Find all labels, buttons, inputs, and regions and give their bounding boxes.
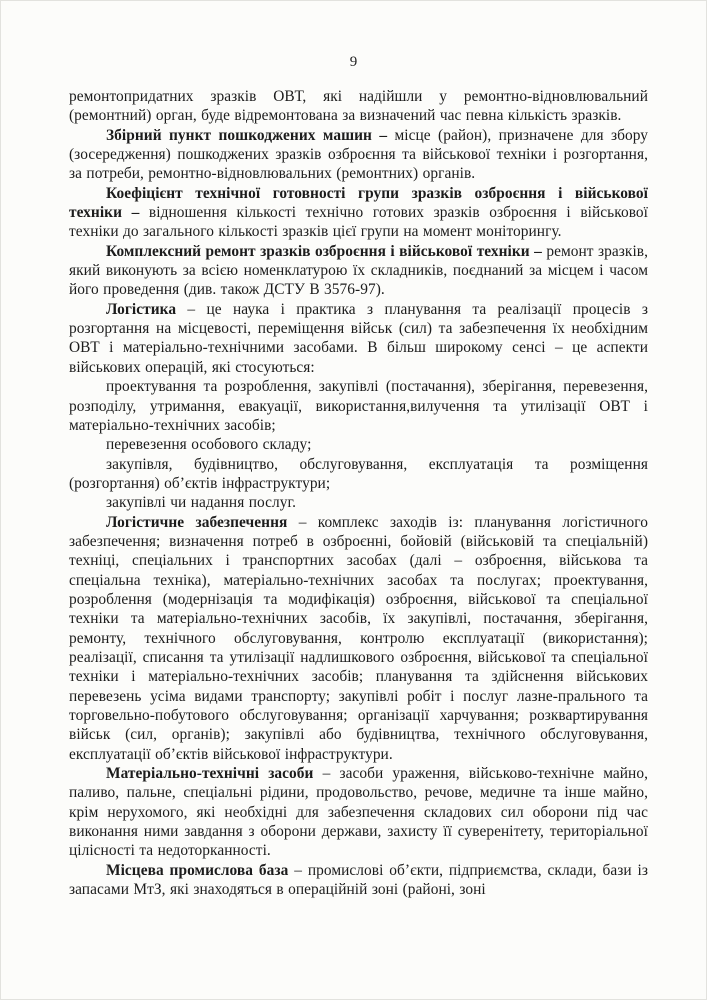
paragraph-body: закупівля, будівництво, обслуговування, експлуатація та розміщення (розгортання) об’єктів інфраструктури; xyxy=(69,455,648,492)
paragraph-list-item-3 xyxy=(69,455,648,494)
paragraph-body: закупівлі чи надання послуг. xyxy=(106,494,297,512)
paragraph-body: – комплекс заходів із: планування логістичного забезпечення; визначення потреб в озброєнні, бойовій (військовій та спеціальній) техніці, спеціальних і транспортних засобах (далі – озброєння, військова та спеціальна техніка), матеріально-технічних засобах та послугах; проектування, розроблення (модернізація та модифікація) озброєння, військової та спеціальної техніки та матеріально-технічних засобів, їх закупівлі, постачання, зберігання, ремонту, технічного обслуговування, контролю експлуатації (використання); реалізації, списання та утилізації надлишкового озброєння, військової та спеціальної техніки і матеріально-технічних засобів; планування та здійснення військових перевезень усіма видами транспорту; закупівлі робіт і послуг лазне-прального та торговельно-побутового обслуговування; організації харчування; розквартирування військ (сил, органів); закупівлі або будівництва, технічного обслуговування, експлуатації об’єктів військової інфраструктури. xyxy=(69,513,648,763)
paragraph-body: ремонт зразків, який виконують за всією номенклатурою їх складників, поєднаний за місцем і часом його проведення (див. також ДСТУ В 3576-97). xyxy=(69,242,648,299)
paragraph-continuation xyxy=(69,87,648,126)
paragraph-body: – промислові об’єкти, підприємства, склади, бази із запасами МтЗ, які знаходяться в операційній зоні (районі, зоні xyxy=(69,861,648,899)
paragraph-term-materialno-tekhnichni-zasoby xyxy=(69,764,648,861)
paragraph-list-item-1 xyxy=(69,377,648,435)
term-bold: Логістичне забезпечення xyxy=(106,513,288,531)
paragraph-term-lohistychne-zabezpechennia xyxy=(69,513,648,764)
paragraph-term-koefitsient xyxy=(69,184,648,242)
page-body-text xyxy=(69,87,648,899)
paragraph-term-mistseva-promyslova-baza xyxy=(69,861,648,900)
paragraph-term-zbirnyi-punkt xyxy=(69,126,648,184)
paragraph-term-kompleksnyi-remont xyxy=(69,242,648,300)
paragraph-term-lohistyka xyxy=(69,300,648,377)
term-bold: Комплексний ремонт зразків озброєння і військової техніки – xyxy=(106,242,542,260)
paragraph-body: перевезення особового складу; xyxy=(106,436,312,454)
term-bold: Місцева промислова база xyxy=(106,861,289,879)
paragraph-body: проектування та розроблення, закупівлі (постачання), зберігання, перевезення, розподілу, утримання, евакуації, використання,вилучення та утилізації ОВТ і матеріально-технічних засобів; xyxy=(69,378,648,434)
paragraph-body: відношення кількості технічно готових зразків озброєння і військової техніки до загального кількості зразків цієї групи на момент моніторингу. xyxy=(69,204,648,241)
page-number: 9 xyxy=(349,54,358,70)
paragraph-body: – засоби ураження, військово-технічне майно, паливо, пальне, спеціальні рідини, продовольство, речове, медичне та інше майно, крім нерухомого, які необхідні для забезпечення складових сил оборони під час виконання ними завдання з оборони держави, захисту її суверенітету, територіальної цілісності та недоторканності. xyxy=(69,765,648,860)
term-bold: Матеріально-технічні засоби xyxy=(106,765,314,783)
term-bold: Логістика xyxy=(106,300,177,318)
paragraph-body: – це наука і практика з планування та реалізації процесів з розгортання на місцевості, переміщення військ (сил) та забезпечення їх необхідним ОВТ і матеріально-технічними засобами. В більш широкому сенсі – це аспекти військових операцій, які стосуються: xyxy=(69,300,648,376)
paragraph-body: місце (район), призначене для збору (зосередження) пошкоджених зразків озброєння та військової техніки і розгортання, за потреби, ремонтно-відновлювальних (ремонтних) органів. xyxy=(69,126,648,183)
paragraph-list-item-4 xyxy=(69,493,648,512)
term-bold: Збірний пункт пошкоджених машин – xyxy=(106,126,388,144)
paragraph-list-item-2 xyxy=(69,435,648,454)
paragraph-body: ремонтопридатних зразків ОВТ, які надійшли у ремонтно-відновлювальний (ремонтний) орган, буде відремонтована за визначений час певна кількість зразків. xyxy=(69,88,648,125)
term-bold: Коефіцієнт технічної готовності групи зразків озброєння і військової техніки – xyxy=(69,184,648,222)
